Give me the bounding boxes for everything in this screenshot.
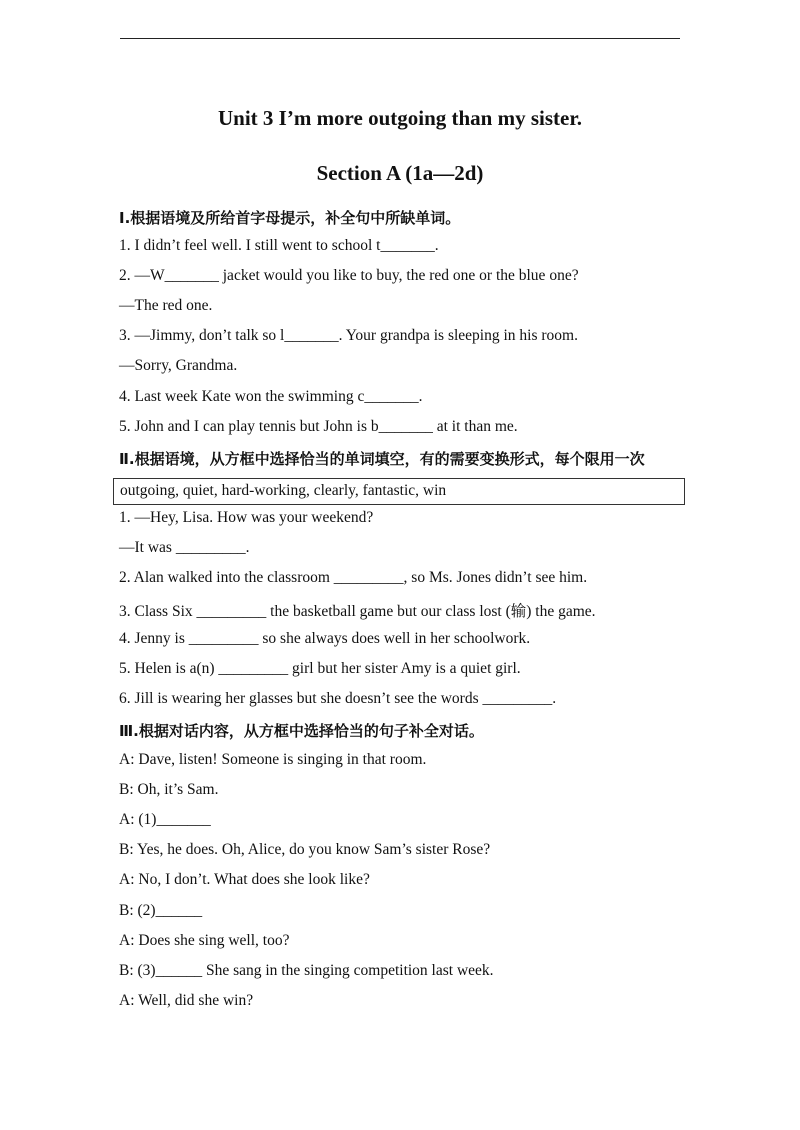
exercise-line: 1. —Hey, Lisa. How was your weekend? <box>119 509 374 526</box>
exercise-line: 5. Helen is a(n) _________ girl but her sister Amy is a quiet girl. <box>119 660 521 677</box>
dialogue-line: A: Does she sing well, too? <box>119 932 290 949</box>
dialogue-line: B: (3)______ She sang in the singing competition last week. <box>119 962 494 979</box>
section2-heading: Ⅱ.根据语境，从方框中选择恰当的单词填空，有的需要变换形式，每个限用一次 <box>119 450 645 468</box>
exercise-line: —The red one. <box>119 297 213 314</box>
word-bank-box <box>113 478 685 505</box>
dialogue-line: B: (2)______ <box>119 902 203 919</box>
dialogue-line: A: Dave, listen! Someone is singing in that room. <box>119 751 427 768</box>
exercise-line: 3. Class Six _________ the basketball game but our class lost (输) the game. <box>119 603 596 620</box>
section3-heading: Ⅲ.根据对话内容，从方框中选择恰当的句子补全对话。 <box>119 722 484 740</box>
exercise-line: —Sorry, Grandma. <box>119 357 238 374</box>
dialogue-line: A: (1)_______ <box>119 811 211 828</box>
exercise-line: 4. Last week Kate won the swimming c_______. <box>119 388 423 405</box>
exercise-line: —It was _________. <box>119 539 250 556</box>
page-title: Unit 3 I’m more outgoing than my sister. <box>217 106 582 130</box>
exercise-line: 5. John and I can play tennis but John is b_______ at it than me. <box>119 418 518 435</box>
exercise-line: 3. —Jimmy, don’t talk so l_______. Your grandpa is sleeping in his room. <box>119 327 578 344</box>
exercise-line: 6. Jill is wearing her glasses but she doesn’t see the words _________. <box>119 690 557 707</box>
dialogue-line: B: Yes, he does. Oh, Alice, do you know Sam’s sister Rose? <box>119 841 491 858</box>
dialogue-line: A: No, I don’t. What does she look like? <box>119 871 370 888</box>
exercise-line: 2. —W_______ jacket would you like to buy, the red one or the blue one? <box>119 267 579 284</box>
dialogue-line: B: Oh, it’s Sam. <box>119 781 219 798</box>
exercise-line: 2. Alan walked into the classroom _________, so Ms. Jones didn’t see him. <box>119 569 588 586</box>
section1-heading: Ⅰ.根据语境及所给首字母提示，补全句中所缺单词。 <box>119 209 461 227</box>
dialogue-line: A: Well, did she win? <box>119 992 254 1009</box>
exercise-line: 4. Jenny is _________ so she always does well in her schoolwork. <box>119 630 531 647</box>
word-bank-text: outgoing, quiet, hard-working, clearly, fantastic, win <box>120 482 447 499</box>
exercise-line: 1. I didn’t feel well. I still went to school t_______. <box>119 237 439 254</box>
header-rule <box>120 38 680 39</box>
section-subtitle: Section A (1a—2d) <box>316 161 484 185</box>
